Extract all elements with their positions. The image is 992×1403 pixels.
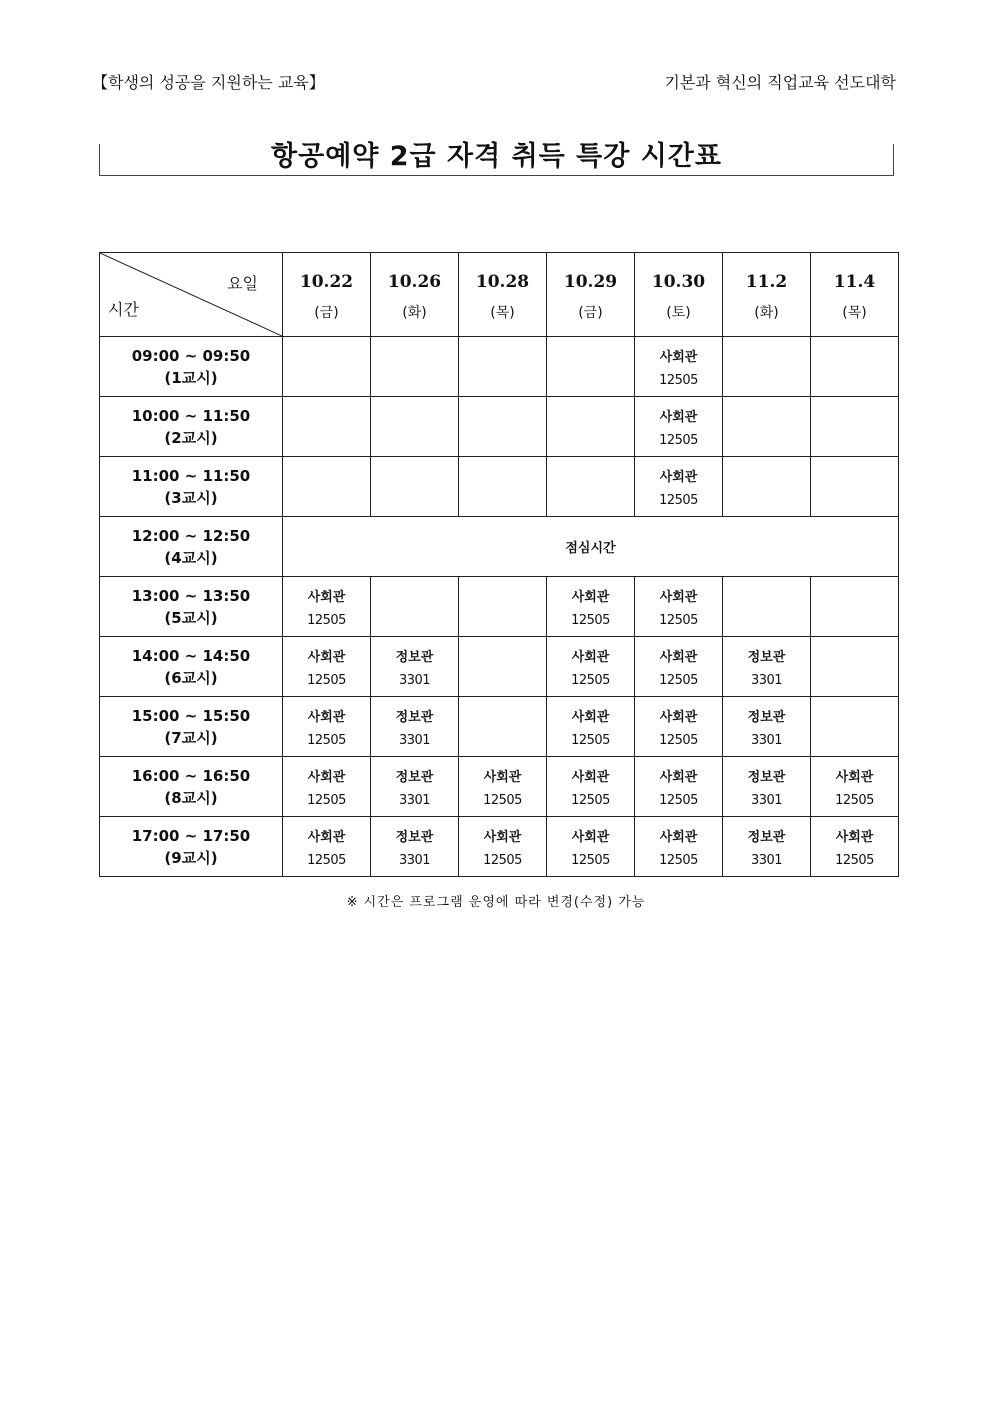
room-number: 12505: [659, 792, 698, 808]
time-cell: [100, 397, 283, 457]
time-range: 16:00 ~ 16:50: [131, 766, 251, 785]
table-row: [100, 817, 899, 877]
schedule-cell: [371, 817, 459, 877]
building-name: 사회관: [659, 709, 698, 725]
schedule-cell: [371, 757, 459, 817]
schedule-cell: [723, 337, 811, 397]
period-label: (3교시): [164, 488, 218, 507]
period-label: (4교시): [164, 548, 218, 567]
period-label: (1교시): [164, 368, 218, 387]
building-name: 사회관: [571, 709, 610, 725]
date-label: 10.30: [651, 271, 706, 292]
room-number: 3301: [398, 852, 431, 868]
weekday-label: (화): [754, 304, 779, 321]
table-row: [100, 637, 899, 697]
time-range: 10:00 ~ 11:50: [131, 406, 251, 425]
schedule-cell: [283, 457, 371, 517]
diagonal-line: [100, 253, 282, 336]
schedule-cell: [723, 397, 811, 457]
room-number: 3301: [398, 672, 431, 688]
page-title: 항공예약 2급 자격 취득 특강 시간표: [271, 141, 722, 172]
schedule-cell: [283, 337, 371, 397]
schedule-cell: [283, 757, 371, 817]
table-row: [100, 397, 899, 457]
schedule-cell: [547, 577, 635, 637]
time-range: 17:00 ~ 17:50: [131, 826, 251, 845]
schedule-cell: [811, 457, 899, 517]
building-name: 사회관: [571, 829, 610, 845]
schedule-cell: [371, 697, 459, 757]
room-number: 12505: [659, 492, 698, 508]
period-label: (2교시): [164, 428, 218, 447]
date-label: 11.4: [833, 271, 876, 292]
time-cell: [100, 457, 283, 517]
building-name: 사회관: [659, 589, 698, 605]
schedule-cell: [547, 397, 635, 457]
schedule-cell: [811, 637, 899, 697]
room-number: 3301: [398, 792, 431, 808]
date-label: 10.28: [475, 271, 530, 292]
schedule-cell: [635, 577, 723, 637]
schedule-cell: [811, 397, 899, 457]
room-number: 3301: [750, 852, 783, 868]
schedule-cell: [547, 637, 635, 697]
schedule-cell: [459, 757, 547, 817]
schedule-cell: [635, 397, 723, 457]
schedule-cell: [283, 697, 371, 757]
building-name: 정보관: [747, 649, 786, 665]
room-number: 12505: [307, 612, 346, 628]
building-name: 사회관: [659, 349, 698, 365]
period-label: (9교시): [164, 848, 218, 867]
schedule-cell: [371, 457, 459, 517]
weekday-label: (금): [578, 304, 603, 321]
room-number: 12505: [571, 672, 610, 688]
schedule-cell: [371, 337, 459, 397]
room-number: 3301: [750, 672, 783, 688]
schedule-cell: [635, 817, 723, 877]
date-label: 11.2: [745, 271, 788, 292]
schedule-cell: [283, 397, 371, 457]
building-name: 정보관: [395, 829, 434, 845]
time-range: 11:00 ~ 11:50: [131, 466, 251, 485]
time-range: 09:00 ~ 09:50: [131, 346, 251, 365]
table-row: [100, 697, 899, 757]
room-number: 12505: [835, 852, 874, 868]
weekday-label: (화): [402, 304, 427, 321]
time-cell: [100, 577, 283, 637]
schedule-cell: [635, 757, 723, 817]
schedule-cell: [459, 697, 547, 757]
table-row: [100, 577, 899, 637]
building-name: 사회관: [483, 829, 522, 845]
room-number: 12505: [483, 792, 522, 808]
schedule-table: [99, 252, 899, 877]
table-row: [100, 517, 899, 577]
building-name: 사회관: [571, 649, 610, 665]
building-name: 정보관: [747, 829, 786, 845]
room-number: 12505: [659, 372, 698, 388]
schedule-cell: [283, 577, 371, 637]
time-range: 14:00 ~ 14:50: [131, 646, 251, 665]
header-slogan-right: 기본과 혁신의 직업교육 선도대학: [664, 73, 896, 92]
room-number: 12505: [659, 852, 698, 868]
schedule-cell: [547, 757, 635, 817]
schedule-cell: [547, 817, 635, 877]
schedule-cell: [459, 457, 547, 517]
building-name: 사회관: [835, 769, 874, 785]
schedule-cell: [635, 337, 723, 397]
schedule-cell: [459, 397, 547, 457]
room-number: 12505: [307, 732, 346, 748]
date-header: [723, 253, 811, 337]
schedule-cell: [459, 817, 547, 877]
schedule-cell: [547, 457, 635, 517]
schedule-cell: [371, 577, 459, 637]
building-name: 사회관: [307, 769, 346, 785]
room-number: 3301: [750, 792, 783, 808]
schedule-cell: [459, 637, 547, 697]
room-number: 12505: [483, 852, 522, 868]
corner-day-label: 요일: [227, 274, 258, 293]
period-label: (5교시): [164, 608, 218, 627]
time-cell: [100, 697, 283, 757]
building-name: 사회관: [307, 589, 346, 605]
date-label: 10.26: [387, 271, 442, 292]
room-number: 12505: [307, 672, 346, 688]
weekday-label: (목): [490, 304, 515, 321]
time-cell: [100, 817, 283, 877]
schedule-cell: [811, 577, 899, 637]
schedule-cell: [283, 817, 371, 877]
building-name: 사회관: [659, 469, 698, 485]
date-header: [635, 253, 723, 337]
time-cell: [100, 337, 283, 397]
room-number: 12505: [307, 852, 346, 868]
building-name: 사회관: [571, 769, 610, 785]
table-row: [100, 757, 899, 817]
schedule-cell: [723, 637, 811, 697]
schedule-cell: [723, 817, 811, 877]
title-box: [99, 141, 894, 176]
schedule-cell: [811, 817, 899, 877]
weekday-label: (목): [842, 304, 867, 321]
building-name: 사회관: [307, 829, 346, 845]
schedule-cell: [635, 457, 723, 517]
table-row: [100, 337, 899, 397]
time-range: 12:00 ~ 12:50: [131, 526, 251, 545]
time-range: 15:00 ~ 15:50: [131, 706, 251, 725]
room-number: 3301: [398, 732, 431, 748]
corner-cell: [100, 253, 283, 337]
schedule-cell: [723, 457, 811, 517]
building-name: 정보관: [395, 769, 434, 785]
room-number: 12505: [571, 612, 610, 628]
building-name: 정보관: [395, 709, 434, 725]
schedule-cell: [547, 697, 635, 757]
weekday-label: (토): [666, 304, 691, 321]
building-name: 사회관: [659, 769, 698, 785]
date-label: 10.29: [563, 271, 618, 292]
building-name: 사회관: [483, 769, 522, 785]
schedule-cell: [811, 337, 899, 397]
date-header: [283, 253, 371, 337]
lunch-cell: 점심시간: [283, 517, 899, 577]
schedule-cell: [723, 757, 811, 817]
building-name: 사회관: [307, 649, 346, 665]
time-cell: [100, 757, 283, 817]
room-number: 12505: [659, 612, 698, 628]
room-number: 3301: [750, 732, 783, 748]
date-header: [459, 253, 547, 337]
schedule-body: [100, 337, 899, 877]
period-label: (7교시): [164, 728, 218, 747]
time-range: 13:00 ~ 13:50: [131, 586, 251, 605]
building-name: 정보관: [395, 649, 434, 665]
building-name: 정보관: [747, 709, 786, 725]
room-number: 12505: [659, 672, 698, 688]
room-number: 12505: [571, 732, 610, 748]
room-number: 12505: [307, 792, 346, 808]
schedule-cell: [635, 637, 723, 697]
table-row: [100, 457, 899, 517]
time-cell: [100, 517, 283, 577]
schedule-cell: [371, 637, 459, 697]
time-cell: [100, 637, 283, 697]
schedule-cell: [811, 757, 899, 817]
schedule-cell: [371, 397, 459, 457]
header-row: [100, 253, 899, 337]
date-header: [547, 253, 635, 337]
building-name: 사회관: [571, 589, 610, 605]
schedule-cell: [635, 697, 723, 757]
period-label: (6교시): [164, 668, 218, 687]
room-number: 12505: [659, 432, 698, 448]
schedule-cell: [547, 337, 635, 397]
building-name: 사회관: [307, 709, 346, 725]
room-number: 12505: [571, 852, 610, 868]
room-number: 12505: [571, 792, 610, 808]
weekday-label: (금): [314, 304, 339, 321]
date-header: [371, 253, 459, 337]
date-label: 10.22: [299, 271, 354, 292]
building-name: 사회관: [659, 829, 698, 845]
schedule-cell: [459, 337, 547, 397]
period-label: (8교시): [164, 788, 218, 807]
building-name: 사회관: [835, 829, 874, 845]
room-number: 12505: [835, 792, 874, 808]
schedule-cell: [283, 637, 371, 697]
building-name: 사회관: [659, 409, 698, 425]
building-name: 사회관: [659, 649, 698, 665]
schedule-cell: [459, 577, 547, 637]
footnote: ※ 시간은 프로그램 운영에 따라 변경(수정) 가능: [346, 895, 646, 910]
header-slogan-left: 【학생의 성공을 지원하는 교육】: [92, 73, 325, 92]
date-header: [811, 253, 899, 337]
building-name: 정보관: [747, 769, 786, 785]
room-number: 12505: [659, 732, 698, 748]
schedule-cell: [723, 577, 811, 637]
schedule-cell: [723, 697, 811, 757]
schedule-cell: [811, 697, 899, 757]
corner-time-label: 시간: [108, 300, 139, 319]
